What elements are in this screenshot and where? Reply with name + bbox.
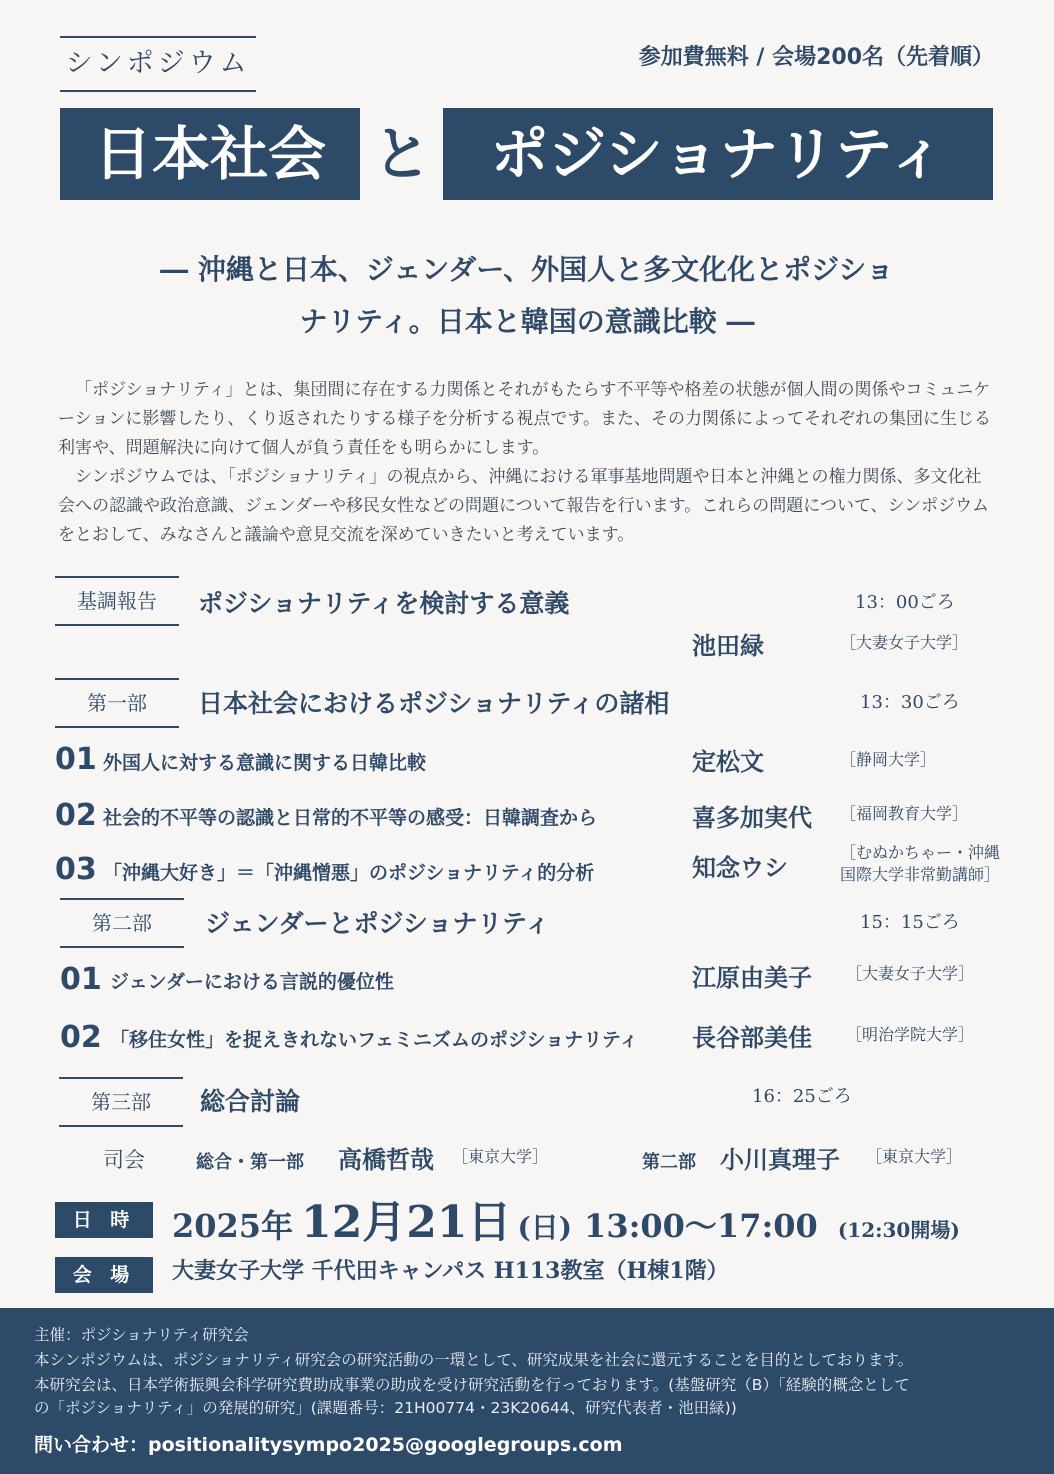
talk-affiliation: ［静岡大学］ (840, 750, 937, 769)
date-label: 日 時 (55, 1202, 153, 1238)
part3-title: 総合討論 (200, 1087, 301, 1116)
date-monthday: 12月21日 (301, 1197, 512, 1248)
footer-note: の「ポジショナリティ」の発展的研究」(課題番号：21H00774・23K20644、研究代表者・池田緑)) (34, 1399, 737, 1417)
part1-title: 日本社会におけるポジショナリティの諸相 (198, 689, 670, 718)
talk-number: 02 (60, 1020, 102, 1055)
venue: 大妻女子大学 千代田キャンパス H113教室（H棟1階） (172, 1258, 729, 1284)
venue-label: 会 場 (55, 1257, 153, 1293)
talk-title: 社会的不平等の認識と日常的不平等の感受：日韓調査から (103, 807, 598, 829)
title-part1: 日本社会 (60, 108, 360, 200)
subtitle-line2: ナリティ。日本と韓国の意識比較 ― (299, 305, 755, 338)
date-year: 2025年 (172, 1207, 294, 1245)
talk-speaker: 定松文 (692, 747, 764, 776)
footer (0, 1308, 1054, 1474)
talk-title: 「沖縄大好き」＝「沖縄憎悪」のポジショナリティ的分析 (103, 862, 595, 884)
section-label-part2: 第二部 (60, 898, 184, 948)
talk-speaker: 長谷部美佳 (692, 1023, 812, 1052)
moderator-affiliation: ［東京大学］ (452, 1147, 549, 1166)
talk-affiliation: ［大妻女子大学］ (846, 964, 975, 983)
talk-number: 01 (60, 962, 102, 997)
talk-affiliation (840, 842, 1000, 886)
talk-number: 02 (55, 798, 97, 833)
talk-speaker: 江原由美子 (692, 963, 812, 992)
moderator-name: 小川真理子 (720, 1145, 840, 1174)
moderator-label: 司会 (103, 1148, 145, 1172)
subtitle-line1: ― 沖縄と日本、ジェンダー、外国人と多文化化とポジショ (160, 253, 894, 286)
part2-title: ジェンダーとポジショナリティ (205, 909, 550, 938)
footer-note: 本研究会は、日本学術振興会科学研究費助成事業の助成を受け研究活動を行っております。(基盤研究（B）「経験的概念として (34, 1376, 910, 1394)
talk-title: ジェンダーにおける言説的優位性 (110, 971, 394, 993)
intro-paragraph: シンポジウムでは、「ポジショナリティ」の視点から、沖縄における軍事基地問題や日本と沖縄との権力関係、多文化社会への認識や政治意識、ジェンダーや移民女性などの問題について報告を行います。これらの問題について、シンポジウムをとおして、みなさんと議論や意見交流を深めていきたいと考えています。 (58, 467, 990, 545)
footer-note: 本シンポジウムは、ポジショナリティ研究会の研究活動の一環として、研究成果を社会に還元することを目的としております。 (34, 1351, 914, 1369)
moderator-name: 高橋哲哉 (338, 1145, 434, 1174)
keynote-affiliation: ［大妻女子大学］ (840, 633, 969, 652)
talk-affiliation: ［福岡教育大学］ (840, 804, 969, 823)
title-and: と (372, 120, 431, 188)
talk-speaker: 喜多加実代 (692, 803, 812, 832)
talk-number: 03 (55, 852, 97, 887)
affiliation-line2: 国際大学非常勤講師］ (840, 865, 1001, 884)
event-date (172, 1186, 960, 1250)
title-part2: ポジショナリティ (443, 108, 993, 200)
contact-email[interactable]: 問い合わせ：positionalitysympo2025@googlegroups.com (34, 1434, 623, 1456)
part3-time: 16：25ごろ (752, 1086, 852, 1107)
talk-number: 01 (55, 742, 97, 777)
moderator-role: 第二部 (642, 1152, 696, 1173)
keynote-speaker: 池田緑 (692, 631, 764, 660)
section-label-part3: 第三部 (59, 1077, 183, 1127)
fee-note: 参加費無料 / 会場200名（先着順） (638, 45, 994, 70)
intro-text (58, 376, 996, 550)
talk-title: 「移住女性」を捉えきれないフェミニズムのポジショナリティ (110, 1029, 639, 1051)
talk-title: 外国人に対する意識に関する日韓比較 (103, 752, 427, 774)
date-weekday: (日) (517, 1211, 573, 1244)
part2-time: 15：15ごろ (860, 912, 960, 933)
part1-time: 13：30ごろ (860, 692, 960, 713)
talk-affiliation: ［明治学院大学］ (846, 1025, 975, 1044)
keynote-title: ポジショナリティを検討する意義 (198, 589, 570, 618)
date-doors-open: (12:30開場) (837, 1218, 960, 1242)
event-kicker: シンポジウム (60, 36, 256, 92)
moderator-role: 総合・第一部 (196, 1152, 304, 1173)
subtitle (60, 244, 994, 348)
intro-paragraph: 「ポジショナリティ」とは、集団間に存在する力関係とそれがもたらす不平等や格差の状態が個人間の関係やコミュニケーションに影響したり、くり返されたりする様子を分析する視点です。また、その力関係によってそれぞれの集団に生じる利害や、問題解決に向けて個人が負う責任をも明らかにします。 (58, 380, 991, 458)
organizer: 主催：ポジショナリティ研究会 (34, 1326, 249, 1344)
date-hours: 13:00〜17:00 (584, 1207, 818, 1245)
moderator-affiliation: ［東京大学］ (866, 1147, 963, 1166)
keynote-time: 13：00ごろ (855, 592, 955, 613)
section-label-part1: 第一部 (55, 678, 179, 728)
talk-speaker: 知念ウシ (692, 853, 788, 882)
affiliation-line1: ［むぬかちゃー・沖縄 (840, 843, 1001, 862)
section-label-keynote: 基調報告 (55, 576, 179, 626)
